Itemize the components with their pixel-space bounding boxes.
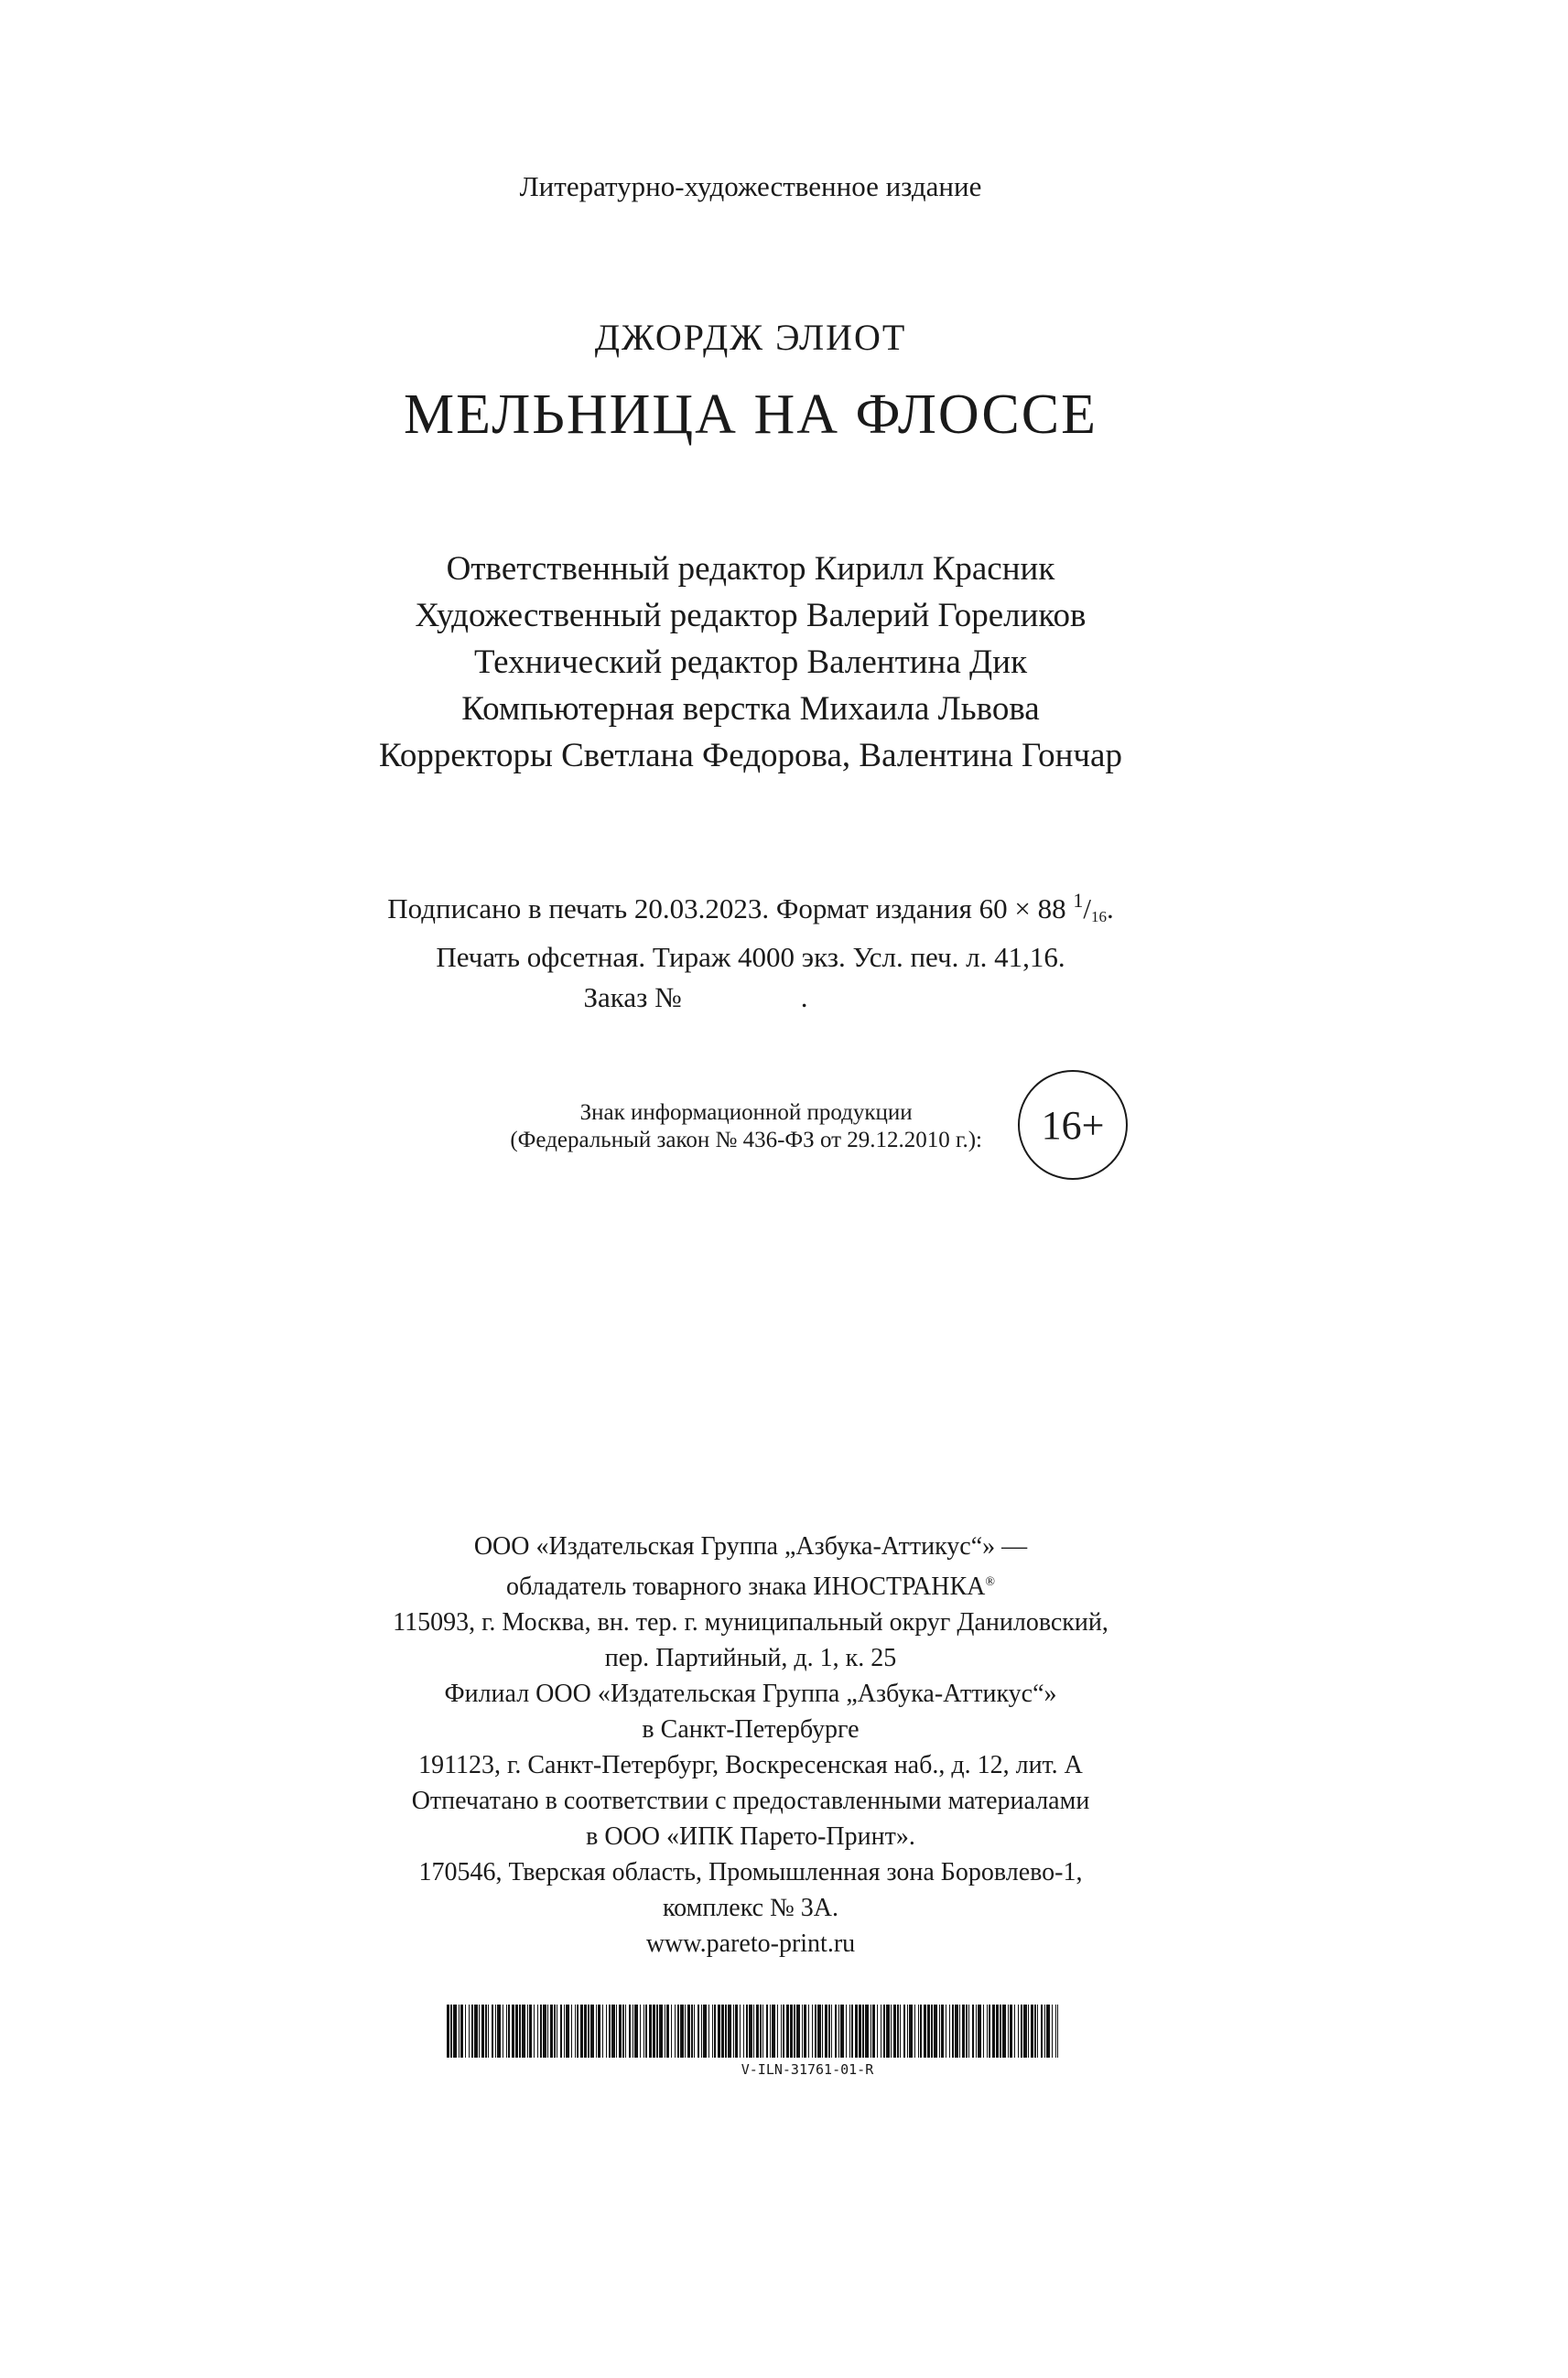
order-number-label: Заказ № [583,981,682,1013]
credit-line: Технический редактор Валентина Дик [473,643,1028,681]
publisher-website: www.pareto-print.ru [645,1929,856,1958]
publisher-line: Отпечатано в соответствии с предоставленными материалами [411,1787,1090,1815]
publisher-line: 170546, Тверская область, Промышленная зона Боровлево-1, [418,1858,1083,1886]
print-info-line: Печать офсетная. Тираж 4000 экз. Усл. печ. л. 41,16. [436,941,1065,973]
credit-line: Ответственный редактор Кирилл Красник [446,550,1055,588]
barcode-block [447,2005,1058,2078]
trademark-text: обладатель товарного знака ИНОСТРАНКА [505,1573,986,1601]
publisher-line: в ООО «ИПК Парето-Принт». [586,1822,915,1851]
barcode-caption: V-ILN-31761-01-R [741,2061,874,2078]
credits-block [0,546,1501,779]
print-info-block [0,881,1501,1018]
credit-line: Компьютерная верстка Михаила Львова [461,690,1040,728]
age-rating-block [0,1066,1568,1185]
age-rating-label-line: (Федеральный закон № 436-ФЗ от 29.12.2010 г.): [510,1128,982,1152]
publisher-line: пер. Партийный, д. 1, к. 25 [604,1644,897,1672]
credit-line: Корректоры Светлана Федорова, Валентина Гончар [379,737,1122,774]
publisher-block [0,1529,1501,1962]
book-title: МЕЛЬНИЦА НА ФЛОССЕ [404,384,1098,446]
age-rating-label-line: Знак информационной продукции [579,1100,913,1125]
format-numerator: 1 [1073,889,1084,912]
publisher-line: в Санкт-Петербурге [642,1715,860,1744]
print-format-text: Подписано в печать 20.03.2023. Формат издания 60 × 88 [387,892,1066,924]
publisher-line: ООО «Издательская Группа „Азбука-Аттикус“» — [473,1532,1028,1561]
publisher-line: комплекс № 3А. [662,1894,839,1922]
publisher-line [0,1564,1501,1605]
author-name: ДЖОРДЖ ЭЛИОТ [594,317,907,358]
print-info-line: Подписано в печать 20.03.2023. Формат издания 60 × 88 $^1/_{16}$. [387,889,1114,925]
publisher-line: Филиал ООО «Издательская Группа „Азбука-Аттикус“» [444,1680,1057,1708]
publisher-line: 115093, г. Москва, вн. тер. г. муниципальный округ Даниловский, [393,1608,1108,1637]
age-rating-badge: 16+ [1018,1070,1128,1180]
registered-mark: ® [985,1575,996,1589]
credit-line: Художественный редактор Валерий Гореликов [415,597,1087,634]
format-denominator: 16 [1090,908,1107,925]
order-number-line: Заказ № . [583,981,808,1013]
age-rating-label [510,1099,982,1154]
barcode-icon [447,2005,1058,2058]
edition-type: Литературно-художественное издание [519,170,982,202]
publisher-line: 191123, г. Санкт-Петербург, Воскресенская наб., д. 12, лит. А [418,1751,1083,1779]
